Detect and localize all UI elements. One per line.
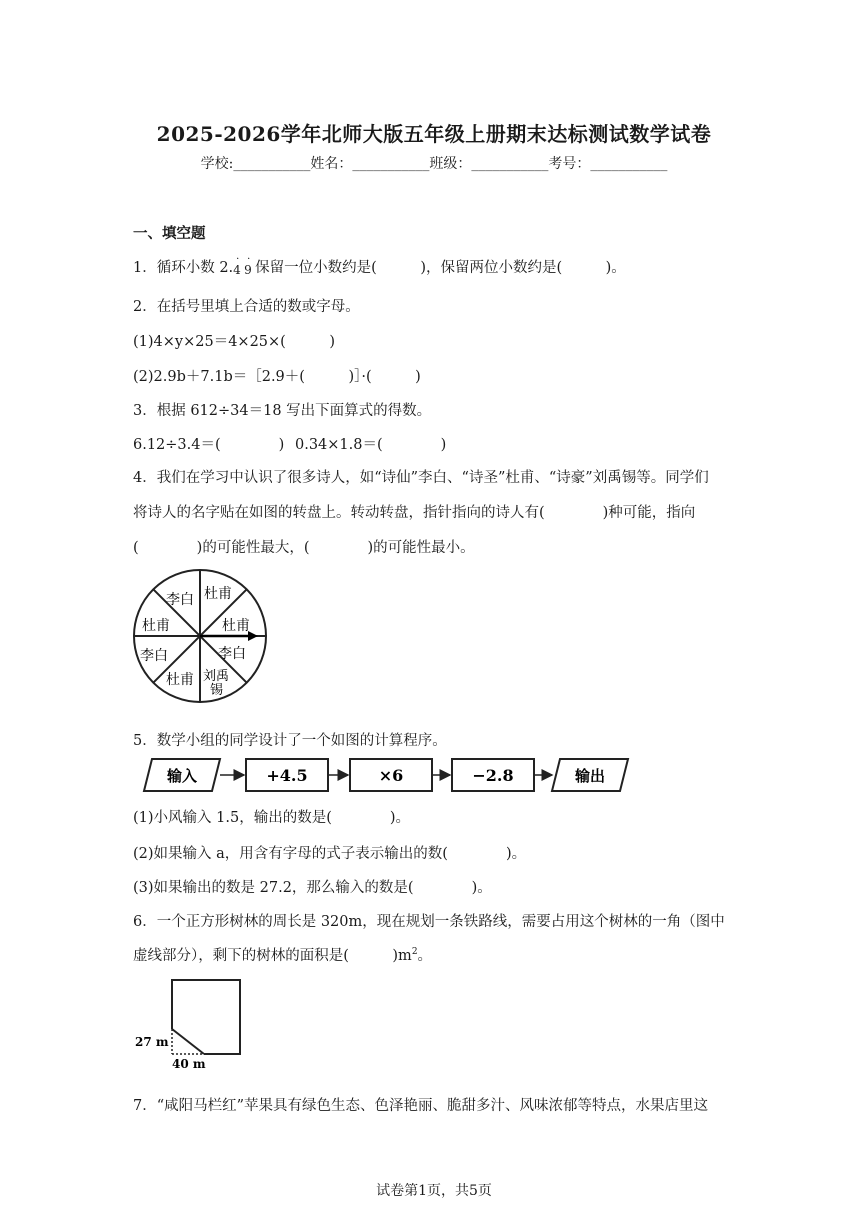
label-27m: 27 m — [135, 1035, 169, 1049]
spinner-wheel-diagram — [130, 568, 270, 708]
wheel-sector-7: 李白 — [140, 648, 168, 664]
repeat-dot-icon: · — [247, 254, 251, 265]
question-3-b: 0.34×1.8＝( ) — [295, 437, 447, 453]
question-2-part-1: (1)4×y×25＝4×25×( ) — [133, 334, 335, 350]
wheel-sector-5-a: 刘禹 — [203, 669, 230, 684]
student-info-line: 学校:___________姓名：___________班级：___________考号：___________ — [200, 156, 668, 172]
flow-input-label: 输入 — [166, 767, 198, 785]
q6-superscript: 2 — [411, 947, 418, 958]
q1-prefix: 1．循环小数 2. — [133, 260, 234, 276]
wheel-sector-8: 杜甫 — [142, 618, 170, 634]
question-6-line-1: 6．一个正方形树林的周长是 320m，现在规划一条铁路线，需要占用这个树林的一角（图中 — [133, 914, 725, 930]
q6-line-2-end: 。 — [417, 948, 433, 964]
question-7-line-1: 7．“咸阳马栏红”苹果具有绿色生态、色泽艳丽、脆甜多汁、风味浓郁等特点，水果店里这 — [133, 1098, 709, 1114]
section-heading: 一、填空题 — [133, 225, 206, 242]
question-5-part-1: (1)小风输入 1.5，输出的数是( )。 — [133, 810, 411, 826]
question-2-part-2: (2)2.9b＋7.1b＝［2.9＋( )］·( ) — [133, 369, 421, 385]
question-4-line-3: ( )的可能性最大，( )的可能性最小。 — [133, 540, 475, 556]
wheel-sector-6: 杜甫 — [166, 672, 194, 688]
q1-digit-a: 4 — [233, 263, 241, 277]
wheel-sector-3: 杜甫 — [222, 618, 250, 634]
wheel-sector-5-b: 锡 — [210, 683, 224, 698]
square-forest-diagram — [132, 974, 247, 1074]
wheel-sector-4: 李白 — [218, 646, 246, 662]
calculation-flowchart — [140, 754, 632, 796]
wheel-sector-2: 杜甫 — [204, 586, 232, 602]
question-5-part-3: (3)如果输出的数是 27.2，那么输入的数是( )。 — [133, 880, 492, 896]
q6-line-2-text: 虚线部分），剩下的树林的面积是( )m — [133, 948, 412, 964]
label-40m: 40 m — [172, 1057, 206, 1071]
page-footer: 试卷第1页，共5页 — [376, 1183, 492, 1199]
wheel-sector-1: 李白 — [166, 592, 194, 608]
q1-suffix: 保留一位小数约是( )，保留两位小数约是( )。 — [255, 260, 626, 276]
q1-digit-b: 9 — [244, 263, 252, 277]
flow-step-1-label: +4.5 — [266, 766, 308, 785]
flow-output-label: 输出 — [574, 767, 606, 785]
question-6-line-2 — [133, 944, 432, 965]
repeat-dot-icon: · — [236, 254, 240, 265]
question-1 — [133, 256, 626, 277]
question-2-stem: 2．在括号里填上合适的数或字母。 — [133, 299, 360, 315]
flow-step-3-label: −2.8 — [472, 766, 514, 785]
question-5-part-2: (2)如果输入 a，用含有字母的式子表示输出的数( )。 — [133, 846, 527, 862]
question-5-stem: 5．数学小组的同学设计了一个如图的计算程序。 — [133, 733, 447, 749]
question-4-line-1: 4．我们在学习中认识了很多诗人，如“诗仙”李白、“诗圣”杜甫、“诗豪”刘禹锡等。同学们 — [133, 470, 709, 486]
question-4-line-2: 将诗人的名字贴在如图的转盘上。转动转盘，指针指向的诗人有( )种可能，指向 — [133, 505, 696, 521]
page-title: 2025-2026学年北师大版五年级上册期末达标测试数学试卷 — [156, 122, 712, 146]
question-3-a: 6.12÷3.4＝( ) — [133, 437, 285, 453]
flow-step-2-label: ×6 — [378, 766, 404, 785]
question-3-stem: 3．根据 612÷34＝18 写出下面算式的得数。 — [133, 403, 432, 419]
